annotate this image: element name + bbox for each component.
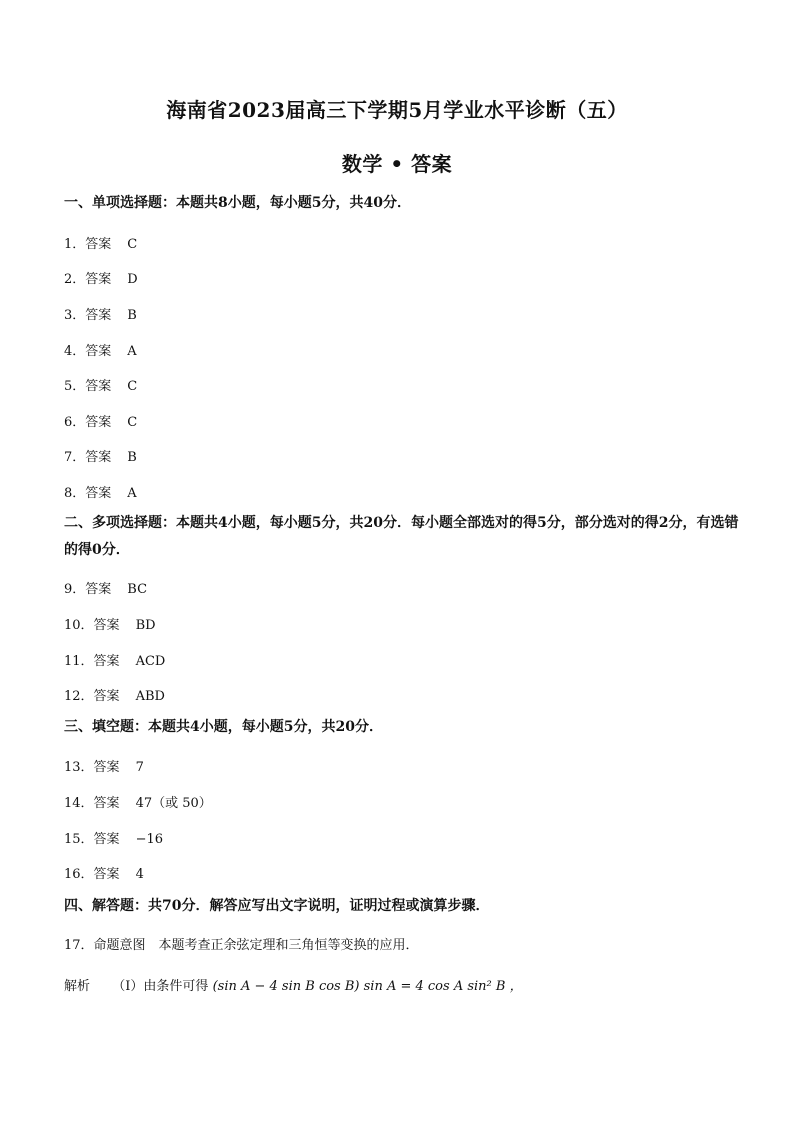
answer-number: 4．	[64, 344, 86, 359]
answer-label: 答案	[85, 450, 112, 465]
answer-value: ABD	[135, 689, 165, 704]
answer-item	[64, 446, 137, 465]
answer-label: 答案	[93, 618, 120, 633]
answer-label: 答案	[93, 760, 120, 775]
answer-number: 10．	[64, 618, 94, 633]
answer-label: 答案	[85, 486, 112, 501]
answer-number: 7．	[64, 450, 86, 465]
answer-item	[64, 756, 144, 775]
answer-item	[64, 411, 137, 430]
answer-item	[64, 828, 163, 847]
answer-item	[64, 482, 137, 501]
answer-value: B	[127, 308, 137, 323]
answer-value: C	[127, 237, 138, 252]
answer-item	[64, 650, 165, 669]
section-heading-fill-in: 三、填空题：本题共4小题，每小题5分，共20分．	[64, 719, 383, 735]
answer-number: 12．	[64, 689, 94, 704]
answer-value: B	[127, 450, 137, 465]
answer-value: BD	[135, 618, 156, 633]
answer-label: 答案	[93, 654, 120, 669]
answer-number: 11．	[64, 654, 94, 669]
answer-number: 16．	[64, 867, 94, 882]
answer-label: 答案	[93, 689, 120, 704]
answer-value: −16	[135, 832, 163, 847]
answer-number: 9．	[64, 582, 86, 597]
answer-number: 3．	[64, 308, 86, 323]
answer-value: 4	[135, 867, 144, 882]
answer-item	[64, 233, 137, 252]
answer-item	[64, 268, 138, 287]
answer-label: 答案	[93, 832, 120, 847]
document-title: 海南省2023届高三下学期5月学业水平诊断（五）	[166, 98, 628, 122]
answer-value: 7	[135, 760, 144, 775]
answer-number: 2．	[64, 272, 86, 287]
analysis-part-marker: （Ⅰ）由条件可得	[112, 979, 209, 994]
answer-number: 8．	[64, 486, 86, 501]
answer-item	[64, 578, 147, 597]
answer-item	[64, 685, 165, 704]
answer-number: 14．	[64, 796, 94, 811]
answer-value: 47（或 50）	[135, 796, 212, 811]
section-heading-single-choice: 一、单项选择题：本题共8小题，每小题5分，共40分．	[64, 195, 411, 211]
answer-item	[64, 304, 137, 323]
answer-label: 答案	[85, 379, 112, 394]
answer-number: 1．	[64, 237, 86, 252]
section-heading-multiple-choice: 二、多项选择题：本题共4小题，每小题5分，共20分．每小题全部选对的得5分，部分选对的得2分，有选错的得0分．	[64, 515, 739, 558]
question-intent: 17．命题意图 本题考查正余弦定理和三角恒等变换的应用．	[64, 938, 419, 953]
document-subtitle: 数学 • 答案	[341, 152, 453, 176]
answer-item	[64, 863, 144, 882]
analysis-label: 解析	[64, 979, 91, 994]
answer-item	[64, 375, 137, 394]
answer-label: 答案	[85, 582, 112, 597]
answer-label: 答案	[93, 867, 120, 882]
answer-value: C	[127, 415, 138, 430]
answer-number: 15．	[64, 832, 94, 847]
answer-label: 答案	[85, 272, 112, 287]
answer-label: 答案	[85, 415, 112, 430]
answer-value: C	[127, 379, 138, 394]
answer-item	[64, 340, 137, 359]
answer-value: ACD	[135, 654, 166, 669]
answer-label: 答案	[93, 796, 120, 811]
answer-number: 13．	[64, 760, 94, 775]
answer-item	[64, 614, 156, 633]
answer-value: BC	[127, 582, 148, 597]
section-heading-solution: 四、解答题：共70分．解答应写出文字说明，证明过程或演算步骤．	[64, 898, 490, 914]
answer-number: 6．	[64, 415, 86, 430]
answer-item	[64, 792, 212, 811]
answer-number: 5．	[64, 379, 86, 394]
analysis-formula: (sin A − 4 sin B cos B) sin A = 4 cos A sin² B ，	[212, 979, 523, 994]
answer-value: A	[127, 344, 137, 359]
answer-value: A	[127, 486, 137, 501]
question-analysis	[64, 975, 523, 994]
answer-label: 答案	[85, 308, 112, 323]
answer-label: 答案	[85, 237, 112, 252]
answer-value: D	[127, 272, 138, 287]
answer-label: 答案	[85, 344, 112, 359]
